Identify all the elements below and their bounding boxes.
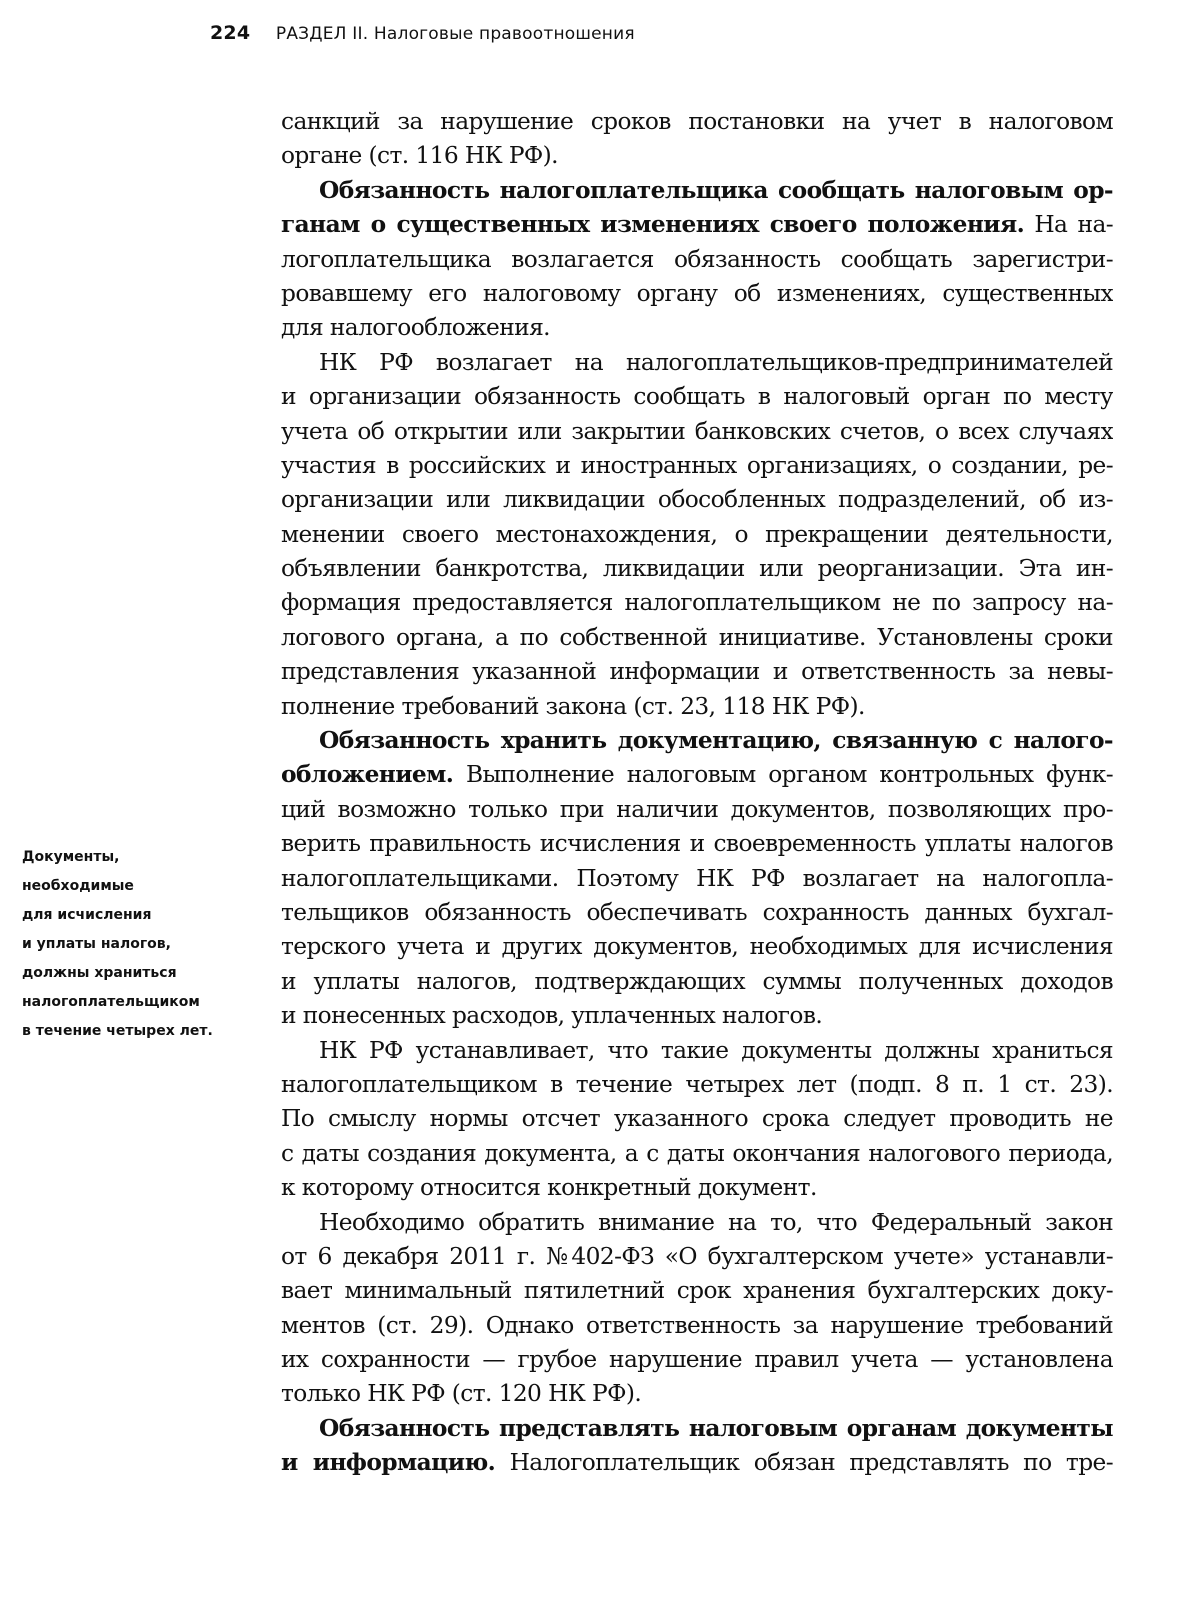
margin-note-line: в течение четырех лет. [22,1023,213,1039]
text-line: к которому относится конкретный документ. [281,1174,817,1202]
text-line: с даты создания документа, а с даты окончания налогового периода, [281,1139,1113,1167]
text-fragment: На на- [1024,211,1113,239]
margin-note-line: должны храниться [22,965,177,981]
text-line: и организации обязанность сообщать в налоговый орган по месту [281,383,1113,411]
text-line: логового органа, а по собственной инициативе. Установлены сроки [281,623,1113,651]
text-line: логоплательщика возлагается обязанность сообщать зарегистри- [281,245,1113,273]
text-line: для налогообложения. [281,314,550,342]
text-line: НК РФ возлагает на налогоплательщиков-предпринимателей [319,348,1113,376]
heading-phrase: Обязанность налогоплательщика сообщать налоговым ор- [319,176,1113,204]
text-line: По смыслу нормы отсчет указанного срока следует проводить не [281,1105,1113,1133]
margin-note-line: для исчисления [22,907,152,923]
margin-note-line: Документы, [22,849,120,865]
text-line: объявлении банкротства, ликвидации или реорганизации. Эта ин- [281,555,1113,583]
margin-note [22,843,262,1046]
margin-note-line: и уплаты налогов, [22,936,171,952]
text-line: только НК РФ (ст. 120 НК РФ). [281,1380,642,1408]
text-line: ций возможно только при наличии документов, позволяющих про- [281,795,1113,823]
page-number: 224 [210,22,251,44]
text-line: учета об открытии или закрытии банковских счетов, о всех случаях [281,417,1113,445]
text-line: от 6 декабря 2011 г. №402-ФЗ «О бухгалтерском учете» устанавли- [281,1242,1113,1270]
text-line [281,758,1113,792]
text-line: налогоплательщиками. Поэтому НК РФ возлагает на налогопла- [281,864,1113,892]
text-line: вает минимальный пятилетний срок хранения бухгалтерских доку- [281,1277,1113,1305]
heading-phrase: и информацию. [281,1449,496,1477]
heading-phrase: ганам о существенных изменениях своего положения. [281,211,1025,239]
text-line: терского учета и других документов, необходимых для исчисления [281,933,1113,961]
margin-note-line: необходимые [22,878,134,894]
body-text [281,105,1113,1481]
text-line: и уплаты налогов, подтверждающих суммы полученных доходов [281,967,1113,995]
heading-phrase: Обязанность хранить документацию, связанную с налого- [319,727,1113,755]
text-line: НК РФ устанавливает, что такие документы должны храниться [319,1036,1113,1064]
text-line: полнение требований закона (ст. 23, 118 НК РФ). [281,692,865,720]
text-line: Необходимо обратить внимание на то, что Федеральный закон [319,1208,1113,1236]
text-line: тельщиков обязанность обеспечивать сохранность данных бухгал- [281,898,1113,926]
text-fragment: Налогоплательщик обязан представлять по тре- [495,1449,1113,1477]
text-line [281,174,1113,208]
margin-note-line: налогоплательщиком [22,994,200,1010]
text-line: налогоплательщиком в течение четырех лет (подп. 8 п. 1 ст. 23). [281,1070,1113,1098]
text-line: ровавшему его налоговому органу об изменениях, существенных [281,279,1113,307]
heading-phrase: обложением. [281,761,454,789]
text-line [281,208,1113,242]
text-fragment: Выполнение налоговым органом контрольных функ- [453,761,1113,789]
text-line: верить правильность исчисления и своевременность уплаты налогов [281,830,1113,858]
text-line [281,1446,1113,1480]
heading-phrase: Обязанность представлять налоговым органам документы [319,1414,1113,1442]
text-line [281,724,1113,758]
text-line: представления указанной информации и ответственность за невы- [281,658,1113,686]
text-line: органе (ст. 116 НК РФ). [281,142,558,170]
text-line: организации или ликвидации обособленных подразделений, об из- [281,486,1113,514]
text-line: менении своего местонахождения, о прекращении деятельности, [281,520,1113,548]
text-line: и понесенных расходов, уплаченных налогов. [281,1002,823,1030]
running-head [210,22,635,44]
text-line: их сохранности — грубое нарушение правил учета — установлена [281,1346,1113,1374]
text-line: формация предоставляется налогоплательщиком не по запросу на- [281,589,1113,617]
text-line [281,1412,1113,1446]
section-title: РАЗДЕЛ II. Налоговые правоотношения [275,24,635,44]
text-line: санкций за нарушение сроков постановки на учет в налоговом [281,108,1113,135]
text-line: участия в российских и иностранных организациях, о создании, ре- [281,451,1113,479]
text-line: ментов (ст. 29). Однако ответственность за нарушение требований [281,1311,1113,1339]
